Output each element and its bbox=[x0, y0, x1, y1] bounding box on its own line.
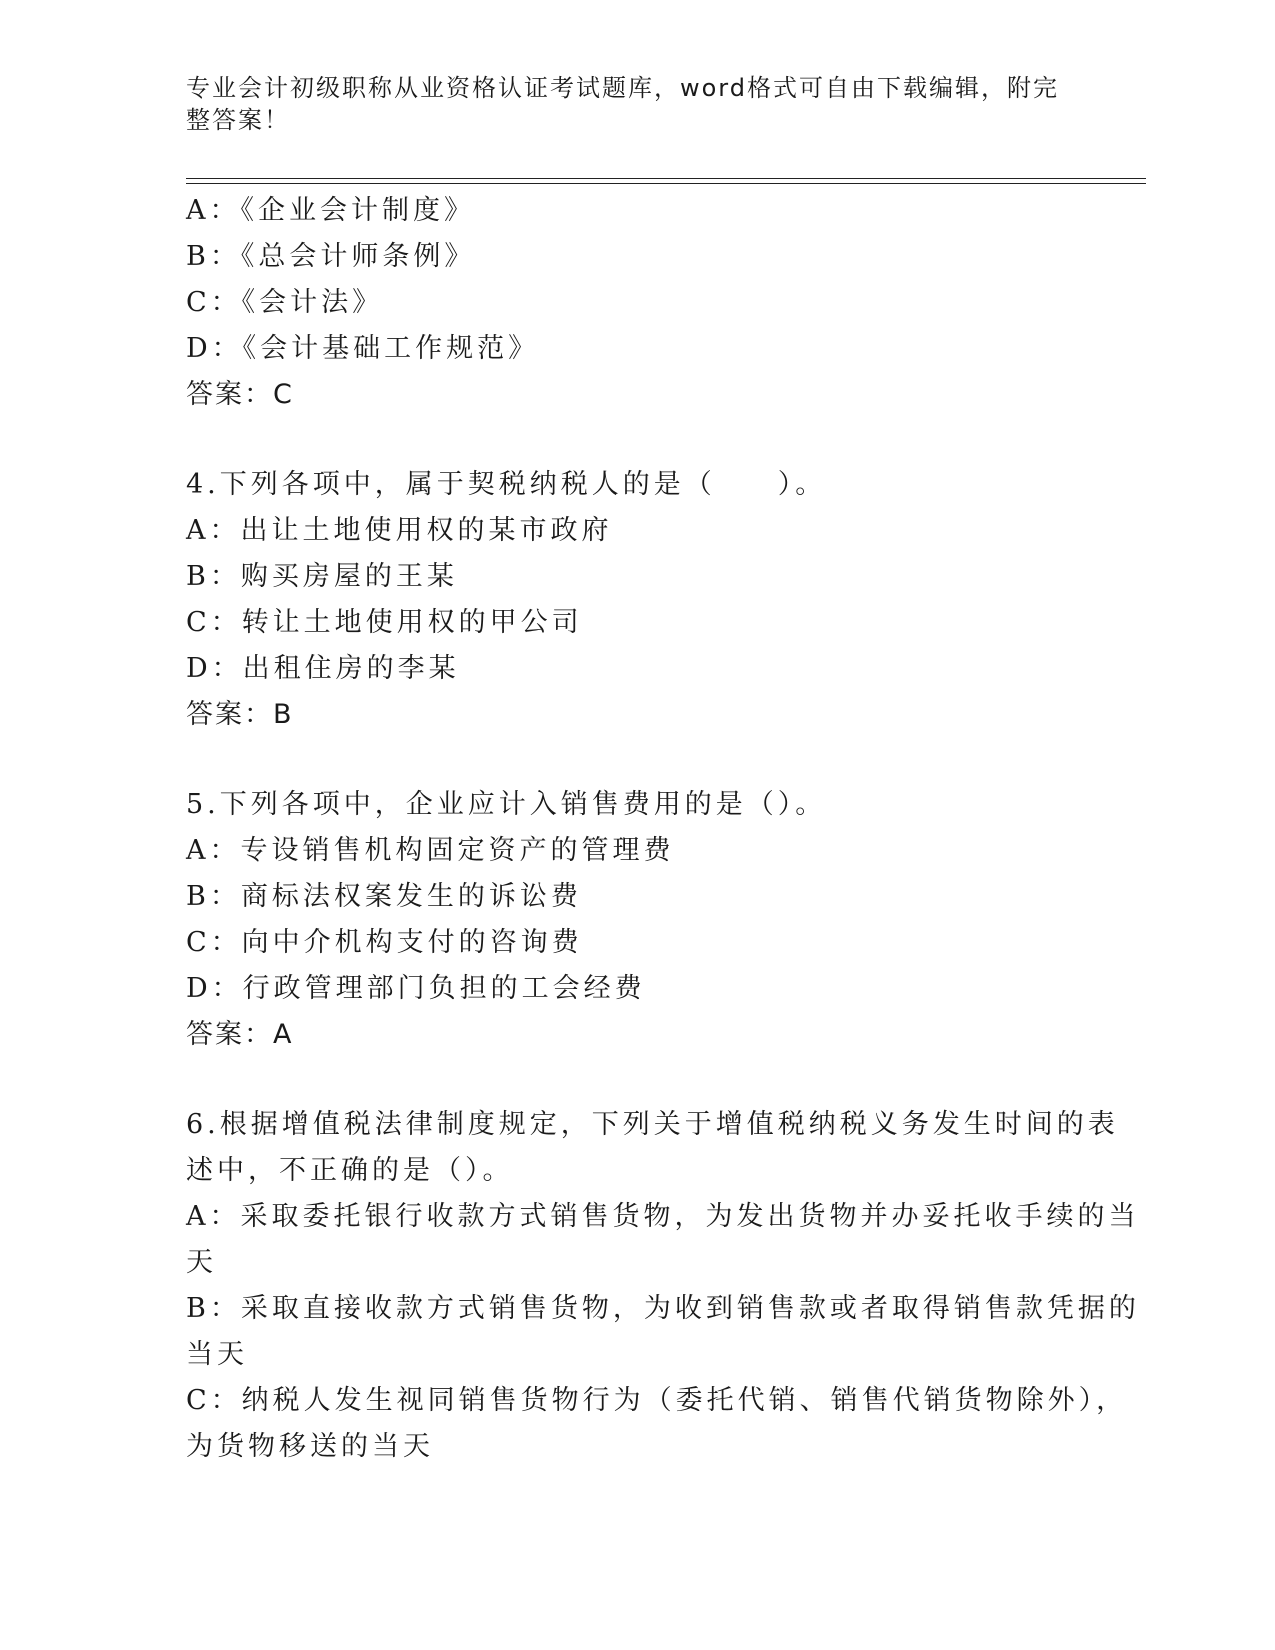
question-6-block bbox=[186, 1102, 1140, 1470]
q5-option-c: C：向中介机构支付的咨询费 bbox=[186, 927, 583, 958]
q3-option-a: A：《企业会计制度》 bbox=[186, 195, 475, 226]
q4-option-c: C：转让土地使用权的甲公司 bbox=[186, 607, 583, 638]
q4-option-a: A：出让土地使用权的某市政府 bbox=[186, 515, 613, 546]
q6-option-c-line-1: C：纳税人发生视同销售货物行为（委托代销、销售代销货物除外）， bbox=[186, 1385, 1128, 1416]
header-divider-bottom bbox=[186, 183, 1146, 184]
q6-option-b-line-1: B：采取直接收款方式销售货物，为收到销售款或者取得销售款凭据的 bbox=[186, 1293, 1140, 1324]
q6-option-a-line-1: A：采取委托银行收款方式销售货物，为发出货物并办妥托收手续的当 bbox=[186, 1201, 1140, 1232]
q3-answer: 答案：C bbox=[186, 379, 294, 410]
header-note: 专业会计初级职称从业资格认证考试题库，word格式可自由下载编辑，附完整答案！ bbox=[186, 74, 1059, 134]
header-divider-top bbox=[186, 178, 1146, 179]
q6-option-a-line-2: 天 bbox=[186, 1247, 217, 1278]
q3-option-d: D：《会计基础工作规范》 bbox=[186, 333, 540, 364]
q5-question: 5.下列各项中，企业应计入销售费用的是（）。 bbox=[186, 789, 827, 820]
q4-option-b: B：购买房屋的王某 bbox=[186, 561, 458, 592]
q6-option-c-line-2: 为货物移送的当天 bbox=[186, 1431, 434, 1462]
q4-question: 4.下列各项中，属于契税纳税人的是（ ）。 bbox=[186, 469, 827, 500]
q3-option-b: B：《总会计师条例》 bbox=[186, 241, 476, 272]
q6-question-line-1: 6.根据增值税法律制度规定，下列关于增值税纳税义务发生时间的表 bbox=[186, 1109, 1119, 1140]
question-3-block bbox=[186, 188, 1066, 418]
q6-option-b-line-2: 当天 bbox=[186, 1339, 248, 1370]
q5-option-b: B：商标法权案发生的诉讼费 bbox=[186, 881, 582, 912]
q4-option-d: D：出租住房的李某 bbox=[186, 653, 460, 684]
question-5-block bbox=[186, 782, 1066, 1058]
question-content bbox=[186, 188, 1140, 1470]
question-4-block bbox=[186, 462, 1066, 738]
q5-option-a: A：专设销售机构固定资产的管理费 bbox=[186, 835, 675, 866]
q5-answer: 答案：A bbox=[186, 1019, 294, 1050]
q5-option-d: D：行政管理部门负担的工会经费 bbox=[186, 973, 646, 1004]
q4-answer: 答案：B bbox=[186, 699, 294, 730]
q3-option-c: C：《会计法》 bbox=[186, 287, 384, 318]
q6-question-line-2: 述中，不正确的是（）。 bbox=[186, 1155, 514, 1186]
